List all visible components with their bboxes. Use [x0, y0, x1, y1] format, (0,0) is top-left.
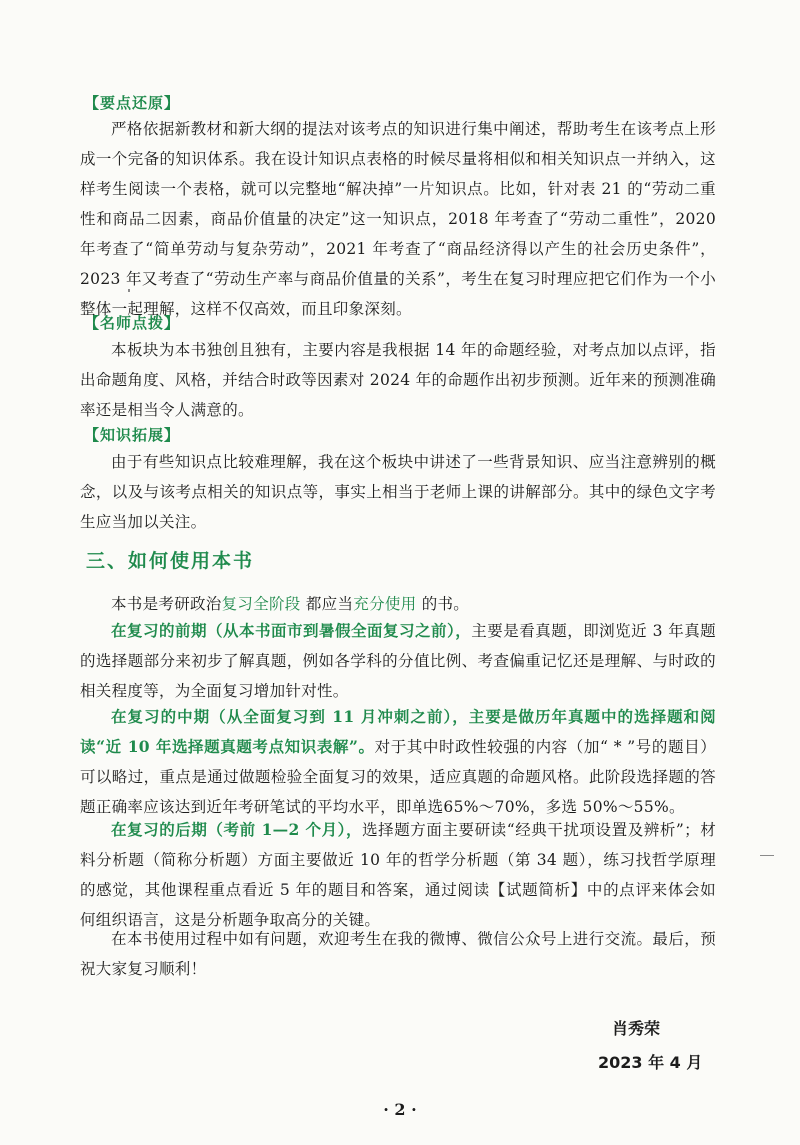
section-tag-zhishi: 【知识拓展】: [84, 426, 181, 444]
middle-stage-text: 对于其中时政性较强的内容（加“ * ”号的题目）可以略过，重点是通过做题检验全面复习的效果，适应真题的命题风格。此阶段选择题的答题正确率应该达到近年考研笔试的平均水平，即单选65%～70%，多选 50%～55%。: [80, 738, 716, 816]
late-stage-lead: 在复习的后期（考前 1—2 个月），: [111, 820, 363, 839]
highlight-full-use: 充分使用: [353, 595, 417, 613]
late-stage-text: 选择题方面主要研读“经典干扰项设置及辨析”；材料分析题（简称分析题）方面主要做近 10 年的哲学分析题（第 34 题），练习找哲学原理的感觉，其他课程重点看近 5 年的题目和答案，通过阅读【试题简析】中的点评来体会如何组织语言，这是分析题争取高分的关键。: [80, 821, 717, 929]
signature-author: 肖秀荣: [612, 1019, 661, 1038]
usage-intro: 本书是考研政治复习全阶段 都应当充分使用 的书。: [111, 595, 470, 613]
section-tag-yaodian: 【要点还原】: [84, 94, 181, 112]
early-stage-lead: 在复习的前期（从本书面市到暑假全面复习之前），: [111, 621, 472, 640]
signature-date: 2023 年 4 月: [598, 1053, 703, 1072]
section-tag-mingshi: 【名师点拨】: [84, 314, 181, 332]
middle-stage-lead: 在复习的中期（从全面复习到 11 月冲刺之前），主要是做历年真题中的选择题和阅读“近 10 年选择题真题考点知识表解”。: [80, 707, 716, 756]
usage-middle-stage: [80, 702, 716, 822]
usage-late-stage: [80, 815, 716, 935]
highlight-full-stage: 复习全阶段: [221, 595, 301, 613]
usage-closing: 在本书使用过程中如有问题，欢迎考生在我的微博、微信公众号上进行交流。最后，预祝大家复习顺利！: [80, 930, 716, 978]
usage-heading: 三、如何使用本书: [86, 550, 255, 572]
scan-speck: [128, 289, 130, 292]
paragraph-mingshi: 本板块为本书独创且独有，主要内容是我根据 14 年的命题经验，对考点加以点评，指出命题角度、风格，并结合时政等因素对 2024 年的命题作出初步预测。近年来的预测准确率还是相当令人满意的。: [80, 341, 716, 419]
paragraph-yaodian: 严格依据新教材和新大纲的提法对该考点的知识进行集中阐述，帮助考生在该考点上形成一个完备的知识体系。我在设计知识点表格的时候尽量将相似和相关知识点一并纳入，这样考生阅读一个表格，就可以完整地“解决掉”一片知识点。比如，针对表 21 的“劳动二重性和商品二因素，商品价值量的决定”这一知识点，2018 年考查了“劳动二重性”，2020 年考查了“简单劳动与复杂劳动”，2021 年考查了“商品经济得以产生的社会历史条件”，2023 年又考查了“劳动生产率与商品价值量的关系”，考生在复习时理应把它们作为一个小整体一起理解，这样不仅高效，而且印象深刻。: [80, 120, 716, 318]
page-number: · 2 ·: [383, 1100, 417, 1119]
paragraph-zhishi: 由于有些知识点比较难理解，我在这个板块中讲述了一些背景知识、应当注意辨别的概念，以及与该考点相关的知识点等，事实上相当于老师上课的讲解部分。其中的绿色文字考生应当加以关注。: [80, 453, 716, 531]
scan-speck: [760, 855, 774, 856]
early-stage-text: 主要是看真题，即浏览近 3 年真题的选择题部分来初步了解真题，例如各学科的分值比例、考查偏重记忆还是理解、与时政的相关程度等，为全面复习增加针对性。: [80, 622, 716, 700]
usage-early-stage: [80, 616, 716, 706]
